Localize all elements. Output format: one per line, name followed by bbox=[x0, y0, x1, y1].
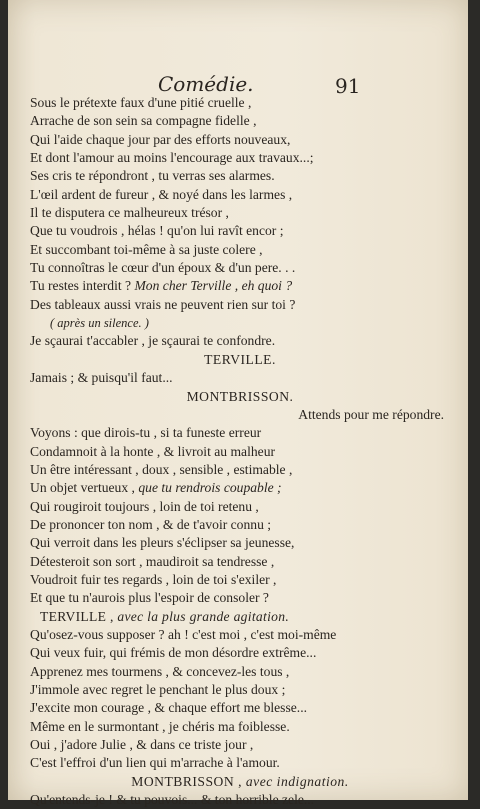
verse-text-roman: Tu restes interdit ? bbox=[30, 278, 135, 294]
stage-direction: ( après un silence. ) bbox=[50, 316, 149, 331]
book-page bbox=[8, 0, 468, 808]
verse-line: Et dont l'amour au moins l'encourage aux travaux...; bbox=[30, 150, 314, 166]
verse-line: Même en le surmontant , je chéris ma foiblesse. bbox=[30, 718, 290, 734]
verse-line: Arrache de son sein sa compagne fidelle , bbox=[30, 113, 257, 129]
verse-line: De prononcer ton nom , & de t'avoir connu ; bbox=[30, 516, 272, 532]
verse-line: L'œil ardent de fureur , & noyé dans les larmes , bbox=[30, 186, 293, 202]
verse-line: Qui l'aide chaque jour par des efforts nouveaux, bbox=[30, 131, 291, 147]
speaker-direction: avec la plus grande agitation. bbox=[117, 608, 290, 624]
verse-line: Qu'osez-vous supposer ? ah ! c'est moi , c'est moi-même bbox=[30, 626, 337, 642]
verse-text bbox=[30, 94, 450, 809]
verse-line: Oui , j'adore Julie , & dans ce triste jour , bbox=[30, 737, 254, 753]
verse-line: Et que tu n'aurois plus l'espoir de consoler ? bbox=[30, 590, 269, 606]
speaker-name bbox=[30, 773, 450, 791]
speaker-direction: avec indignation. bbox=[245, 773, 349, 789]
verse-line: Qui verroit dans les pleurs s'éclipser sa jeunesse, bbox=[30, 535, 295, 551]
verse-line: Ses cris te répondront , tu verras ses alarmes. bbox=[30, 168, 275, 184]
verse-line: Apprenez mes tourmens , & concevez-les tous , bbox=[30, 663, 290, 679]
verse-line: Il te disputera ce malheureux trésor , bbox=[30, 205, 229, 221]
speaker-name: MONTBRISSON. bbox=[186, 388, 294, 404]
verse-line: Je sçaurai t'accabler , je sçaurai te confondre. bbox=[30, 333, 276, 349]
verse-text-italic: que tu rendrois coupable ; bbox=[138, 480, 282, 496]
speaker-name bbox=[30, 608, 450, 626]
verse-line: Attends pour me répondre. bbox=[298, 406, 444, 422]
verse-line: C'est l'effroi d'un lien qui m'arrache à l'amour. bbox=[30, 755, 280, 771]
verse-line bbox=[30, 479, 450, 497]
verse-line: Détesteroit son sort , maudiroit sa tendresse , bbox=[30, 553, 275, 569]
verse-line: Qu'entends-je ! & tu pouvois... & ton horrible zele... bbox=[30, 792, 315, 808]
verse-line bbox=[30, 277, 450, 295]
verse-line: Qui veux fuir, qui frémis de mon désordre extrême... bbox=[30, 645, 317, 661]
verse-line: J'immole avec regret le penchant le plus doux ; bbox=[30, 682, 286, 697]
verse-line: Et succombant toi-même à sa juste colere , bbox=[30, 241, 263, 257]
verse-text-roman: Un objet vertueux , bbox=[30, 480, 139, 496]
speaker-label: MONTBRISSON , bbox=[131, 773, 246, 789]
verse-line: Voudroit fuir tes regards , loin de toi s'exiler , bbox=[30, 571, 277, 587]
verse-line: Sous le prétexte faux d'une pitié cruelle , bbox=[30, 95, 252, 110]
verse-line: Un être intéressant , doux , sensible , estimable , bbox=[30, 461, 293, 477]
verse-line: J'excite mon courage , & chaque effort me blesse... bbox=[30, 700, 307, 716]
verse-line: Des tableaux aussi vrais ne peuvent rien sur toi ? bbox=[30, 296, 296, 312]
page-number: 91 bbox=[335, 74, 361, 98]
verse-text-italic: Mon cher Terville , eh quoi ? bbox=[134, 278, 293, 294]
speaker-name: TERVILLE. bbox=[204, 351, 276, 367]
verse-line: Tu connoîtras le cœur d'un époux & d'un pere. . . bbox=[30, 260, 296, 276]
verse-line: Qui rougiroit toujours , loin de toi retenu , bbox=[30, 498, 259, 514]
verse-line: Voyons : que dirois-tu , si ta funeste erreur bbox=[30, 425, 262, 441]
verse-line: Jamais ; & puisqu'il faut... bbox=[30, 370, 173, 386]
running-title: Comédie. bbox=[158, 72, 254, 96]
verse-line: Condamnoit à la honte , & livroit au malheur bbox=[30, 443, 276, 459]
speaker-label: TERVILLE , bbox=[40, 608, 118, 624]
verse-line: Que tu voudrois , hélas ! qu'on lui ravît encor ; bbox=[30, 223, 284, 239]
